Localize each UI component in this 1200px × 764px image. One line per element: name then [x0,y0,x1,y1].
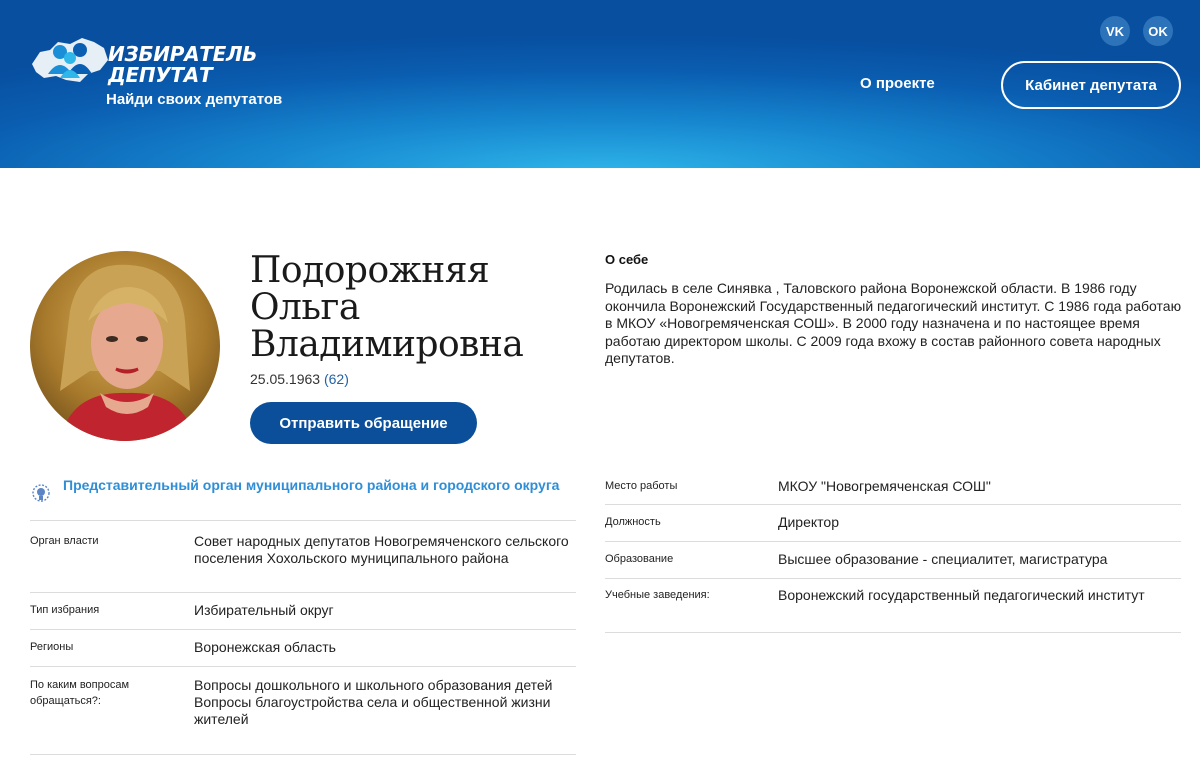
site-logo-icon[interactable] [30,30,110,86]
row-value: Воронежская область [194,639,336,655]
brand-line-1: ИЗБИРАТЕЛЬ [108,42,258,66]
vk-icon-label: VK [1105,23,1125,39]
row-value: МКОУ "Новогремяченская СОШ" [778,478,991,494]
table-row [605,505,1181,542]
deputy-first-name: Ольга [250,287,360,328]
birth-date [250,371,349,387]
vk-icon[interactable] [1100,16,1130,46]
deputy-name [250,252,570,363]
brand-line-2: ДЕПУТАТ [108,63,213,87]
avatar-photo [30,251,220,441]
row-label: Место работы [605,480,678,492]
brand-tagline: Найди своих депутатов [106,91,283,108]
row-label: Учебные заведения: [605,589,710,601]
row-value-line: Вопросы благоустройства села и общественной жизни жителей [194,694,551,727]
about-text: Родилась в селе Синявка , Таловского района Воронежской области. В 1986 году окончила Воронежский Государственный педагогический институт. С 1986 года работаю в МКОУ «Новогремяченская СОШ». В 2000 году назначена и по настоящее время работаю директором школы. С 2009 года вхожу в состав районного совета народных депутатов. [605,280,1182,366]
send-appeal-button[interactable]: Отправить обращение [250,402,477,444]
table-row [30,593,576,630]
ok-icon-label: OK [1148,23,1168,39]
table-row [30,521,576,593]
deputy-patronymic: Владимировна [250,324,524,365]
row-value: Высшее образование - специалитет, магистратура [778,551,1108,567]
organ-details-table [30,520,576,755]
about-title: О себе [605,252,649,267]
birth-date-value: 25.05.1963 [250,371,321,387]
odnoklassniki-icon[interactable] [1143,16,1173,46]
brand-name[interactable] [108,44,257,86]
organ-emblem-icon [31,483,51,503]
row-label: Образование [605,553,674,565]
nav-about-link[interactable]: О проекте [860,75,935,92]
deputy-cabinet-button[interactable]: Кабинет депутата [1001,61,1181,109]
row-label: По каким вопросам обращаться?: [30,679,130,707]
row-label: Регионы [30,641,74,653]
row-value: Директор [778,514,839,530]
organ-title: Представительный орган муниципального района и городского округа [63,477,560,493]
table-row [30,630,576,667]
row-value: Избирательный округ [194,602,334,618]
table-row [605,579,1181,633]
row-label: Тип избрания [30,604,100,616]
row-value-line: Вопросы дошкольного и школьного образования детей [194,677,553,693]
row-value: Совет народных депутатов Новогремяченского сельского поселения Хохольского муниципального района [194,533,569,566]
table-row [30,667,576,755]
row-label: Должность [605,516,661,528]
age-value: (62) [323,371,349,387]
work-details-table [605,467,1181,633]
table-row [605,467,1181,505]
site-header [0,0,1200,168]
deputy-avatar [30,251,220,441]
row-value: Воронежский государственный педагогический институт [778,587,1145,603]
deputy-surname: Подорожняя [250,250,490,291]
table-row [605,542,1181,579]
row-label: Орган власти [30,535,99,547]
row-value [194,677,576,754]
